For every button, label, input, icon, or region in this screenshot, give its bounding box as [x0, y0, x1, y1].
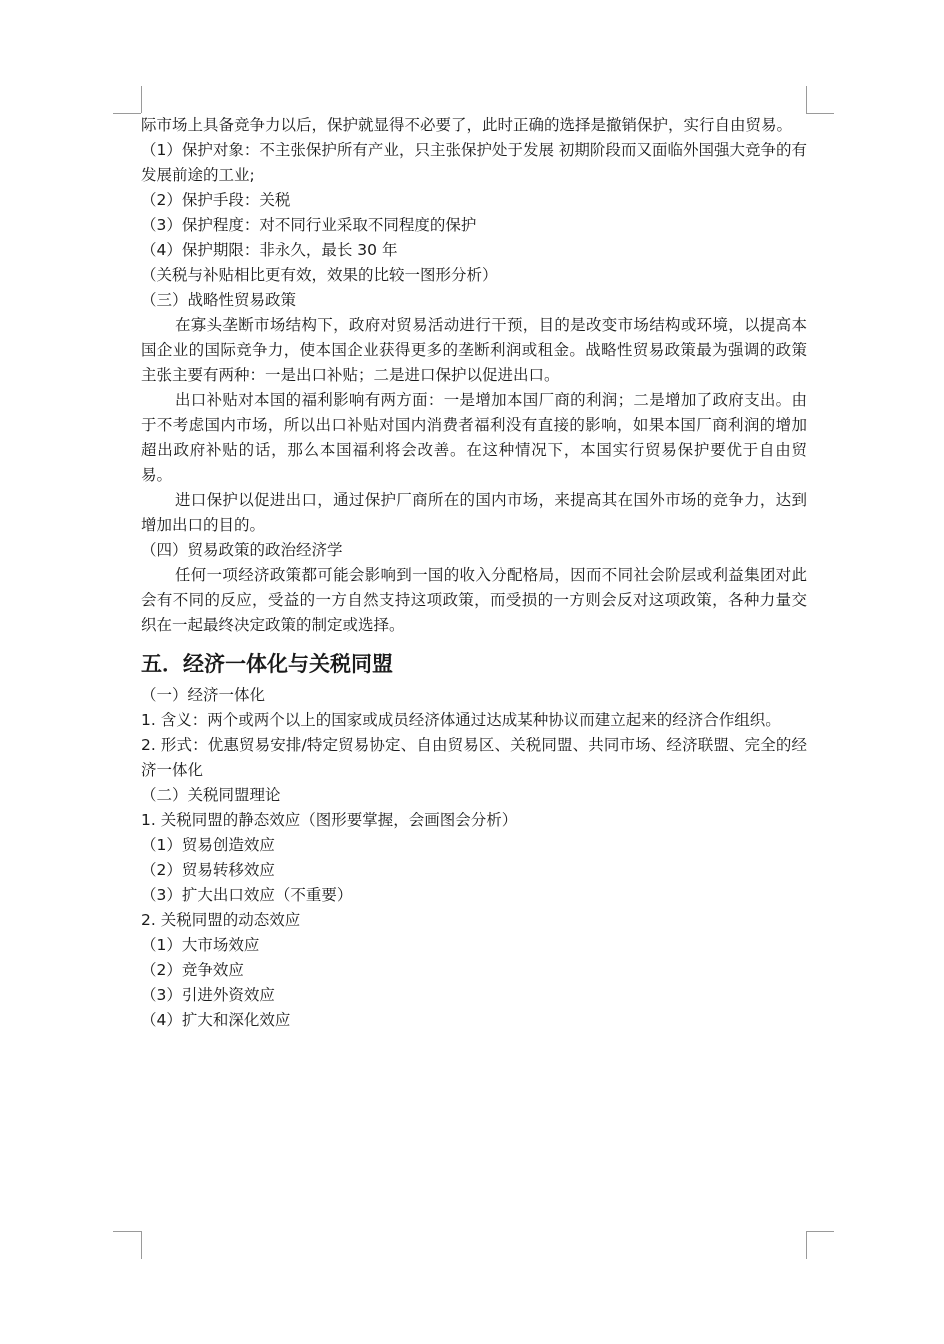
crop-mark-bottom-left-horizontal	[113, 1231, 141, 1232]
paragraph-strategic-trade-policy: 在寡头垄断市场结构下，政府对贸易活动进行干预，目的是改变市场结构或环境，以提高本国企业的国际竞争力，使本国企业获得更多的垄断利润或租金。战略性贸易政策最为强调的政策主张主要有两种：一是出口补贴；二是进口保护以促进出口。	[141, 316, 807, 384]
subheading-customs-union-theory: （二）关税同盟理论	[141, 786, 281, 804]
document-body	[141, 113, 807, 1033]
crop-mark-top-right-vertical	[806, 86, 807, 113]
list-item-trade-diversion: （2）贸易转移效应	[141, 861, 275, 879]
list-item-large-market: （1）大市场效应	[141, 936, 260, 954]
subheading-economic-integration: （一）经济一体化	[141, 686, 266, 704]
subheading-political-economy: （四）贸易政策的政治经济学	[141, 541, 343, 559]
crop-mark-bottom-right-vertical	[806, 1231, 807, 1259]
paragraph-import-protection: 进口保护以促进出口，通过保护厂商所在的国内市场，来提高其在国外市场的竞争力，达到增加出口的目的。	[141, 491, 807, 534]
list-item-export-expansion: （3）扩大出口效应（不重要）	[141, 886, 353, 904]
paragraph-export-subsidy: 出口补贴对本国的福利影响有两方面：一是增加本国厂商的利润；二是增加了政府支出。由于不考虑国内市场，所以出口补贴对国内消费者福利没有直接的影响，如果本国厂商利润的增加超出政府补贴的话，那么本国福利将会改善。在这种情况下，本国实行贸易保护要优于自由贸易。	[141, 391, 807, 484]
crop-mark-bottom-right-horizontal	[806, 1231, 834, 1232]
paragraph-political-economy: 任何一项经济政策都可能会影响到一国的收入分配格局，因而不同社会阶层或利益集团对此会有不同的反应，受益的一方自然支持这项政策，而受损的一方则会反对这项政策，各种力量交织在一起最终决定政策的制定或选择。	[141, 566, 807, 634]
list-item-expansion-deepening: （4）扩大和深化效应	[141, 1011, 291, 1029]
list-item-foreign-investment: （3）引进外资效应	[141, 986, 275, 1004]
list-item-protection-period: （4）保护期限：非永久，最长 30 年	[141, 241, 398, 259]
note-tariff-vs-subsidy: （关税与补贴相比更有效，效果的比较一图形分析）	[141, 266, 498, 284]
paragraph-continuation: 际市场上具备竞争力以后，保护就显得不必要了，此时正确的选择是撤销保护，实行自由贸易。	[141, 116, 793, 134]
definition-economic-integration: 1. 含义：两个或两个以上的国家或成员经济体通过达成某种协议而建立起来的经济合作组织。	[141, 711, 781, 729]
list-item-trade-creation: （1）贸易创造效应	[141, 836, 275, 854]
crop-mark-bottom-left-vertical	[141, 1231, 142, 1259]
forms-economic-integration: 2. 形式：优惠贸易安排/特定贸易协定、自由贸易区、关税同盟、共同市场、经济联盟、完全的经济一体化	[141, 736, 807, 779]
list-item-competition: （2）竞争效应	[141, 961, 244, 979]
list-item-protection-target: （1）保护对象：不主张保护所有产业，只主张保护处于发展 初期阶段而又面临外国强大竞争的有发展前途的工业;	[141, 141, 807, 184]
crop-mark-top-right-horizontal	[806, 113, 834, 114]
section-heading: 五．经济一体化与关税同盟	[141, 651, 393, 676]
subheading-strategic-trade-policy: （三）战略性贸易政策	[141, 291, 297, 309]
list-item-protection-means: （2）保护手段：关税	[141, 191, 291, 209]
list-item-protection-degree: （3）保护程度：对不同行业采取不同程度的保护	[141, 216, 477, 234]
crop-mark-top-left-vertical	[141, 86, 142, 113]
crop-mark-top-left-horizontal	[113, 113, 141, 114]
list-item-static-effects: 1. 关税同盟的静态效应（图形要掌握，会画图会分析）	[141, 811, 518, 829]
list-item-dynamic-effects: 2. 关税同盟的动态效应	[141, 911, 301, 929]
